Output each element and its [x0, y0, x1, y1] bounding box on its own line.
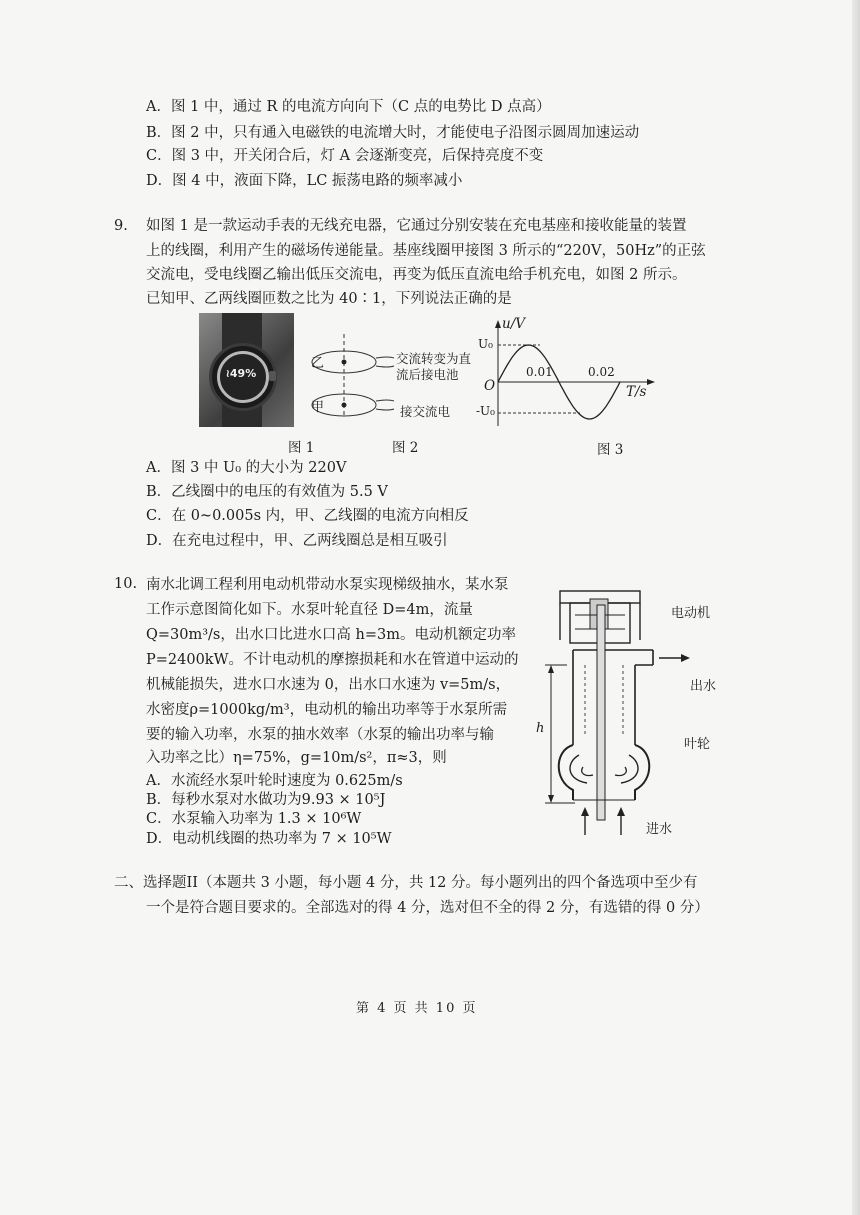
figure-1-caption: 图 1 — [288, 440, 315, 456]
pump-inlet-label: 进水 — [646, 822, 673, 837]
q10-stem-line: 水密度ρ=1000kg/m³，电动机的输出功率等于水泵所需 — [146, 702, 508, 718]
pump-motor-label: 电动机 — [671, 606, 711, 621]
q9-stem-line: 上的线圈，利用产生的磁场传递能量。基座线圈甲接图 3 所示的“220V，50Hz”的正弦 — [146, 243, 706, 259]
pump-impeller-label: 叶轮 — [684, 737, 711, 752]
coil-yi-note-2: 流后接电池 — [396, 367, 459, 382]
q9-stem-line: 已知甲、乙两线圈匝数之比为 40∶1，下列说法正确的是 — [146, 291, 512, 307]
graph-origin: O — [484, 378, 496, 394]
q9-number: 9. — [114, 218, 128, 234]
q10-option-a: A．水流经水泵叶轮时速度为 0.625m/s — [146, 773, 403, 789]
q9-option-d: D．在充电过程中，甲、乙两线圈总是相互吸引 — [146, 533, 448, 549]
graph-neg-u0-label: -U₀ — [476, 404, 495, 418]
q9-option-c: C．在 0~0.005s 内，甲、乙线圈的电流方向相反 — [146, 508, 469, 524]
figure-3-caption: 图 3 — [597, 442, 624, 458]
section-2-note: 一个是符合题目要求的。全部选对的得 4 分，选对但不全的得 2 分，有选错的得 0 分） — [146, 900, 709, 916]
q9-option-a: A．图 3 中 U₀ 的大小为 220V — [146, 460, 347, 476]
coil-jia-note: 接交流电 — [400, 404, 451, 419]
q8-option-b: B．图 2 中，只有通入电磁铁的电流增大时，才能使电子沿图示圆周加速运动 — [146, 125, 640, 141]
graph-tick-2: 0.02 — [588, 365, 615, 379]
q10-option-d: D．电动机线圈的热功率为 7 × 10⁵W — [146, 831, 392, 847]
q10-stem-line: P=2400kW。不计电动机的摩擦损耗和水在管道中运动的 — [146, 652, 519, 668]
q9-option-b: B．乙线圈中的电压的有效值为 5.5 V — [146, 484, 388, 500]
q10-stem-line: 机械能损失，进水口水速为 0，出水口水速为 v=5m/s， — [146, 677, 511, 693]
q8-option-a: A．图 1 中，通过 R 的电流方向向下（C 点的电势比 D 点高） — [146, 99, 551, 115]
page-footer: 第 4 页 共 10 页 — [356, 1001, 478, 1016]
watch-display: ≀49% — [225, 367, 257, 380]
q9-stem-line: 如图 1 是一款运动手表的无线充电器，它通过分别安装在充电基座和接收能量的装置 — [146, 218, 687, 234]
q10-option-c: C．水泵输入功率为 1.3 × 10⁶W — [146, 811, 362, 827]
q10-stem-line: 要的输入功率，水泵的抽水效率（水泵的输出功率与输 — [146, 727, 494, 743]
q10-stem-line: 入功率之比）η=75%，g=10m/s²，π≈3，则 — [146, 750, 447, 766]
section-2-heading: 二、选择题II（本题共 3 小题，每小题 4 分，共 12 分。每小题列出的四个备选项中至少有 — [114, 875, 698, 891]
graph-u0-label: U₀ — [478, 337, 493, 351]
q9-stem-line: 交流电，受电线圈乙输出低压交流电，再变为低压直流电给手机充电，如图 2 所示。 — [146, 267, 687, 283]
coil-yi-note-1: 交流转变为直 — [396, 351, 472, 366]
coil-jia-label: 甲 — [311, 400, 325, 415]
pump-diagram — [535, 585, 695, 840]
sine-wave-graph — [470, 318, 660, 430]
q10-number: 10. — [114, 576, 138, 592]
graph-ylabel: u/V — [502, 316, 525, 332]
pump-h-label: h — [536, 721, 545, 736]
q10-stem-line: Q=30m³/s，出水口比进水口高 h=3m。电动机额定功率 — [146, 627, 516, 643]
watch-photo — [199, 313, 294, 427]
q8-option-c: C．图 3 中，开关闭合后，灯 A 会逐渐变亮，后保持亮度不变 — [146, 148, 544, 164]
figure-2-caption: 图 2 — [392, 440, 419, 456]
q10-stem-line: 工作示意图简化如下。水泵叶轮直径 D=4m，流量 — [146, 602, 473, 618]
q10-stem-line: 南水北调工程利用电动机带动水泵实现梯级抽水，某水泵 — [146, 577, 509, 593]
scan-edge — [852, 0, 860, 1215]
graph-xlabel: T/s — [626, 384, 647, 400]
pump-outlet-label: 出水 — [690, 679, 717, 694]
coil-yi-label: 乙 — [311, 356, 325, 371]
q8-option-d: D．图 4 中，液面下降，LC 振荡电路的频率减小 — [146, 173, 463, 189]
graph-tick-1: 0.01 — [526, 365, 553, 379]
q10-option-b: B．每秒水泵对水做功为9.93 × 10⁵J — [146, 792, 386, 808]
